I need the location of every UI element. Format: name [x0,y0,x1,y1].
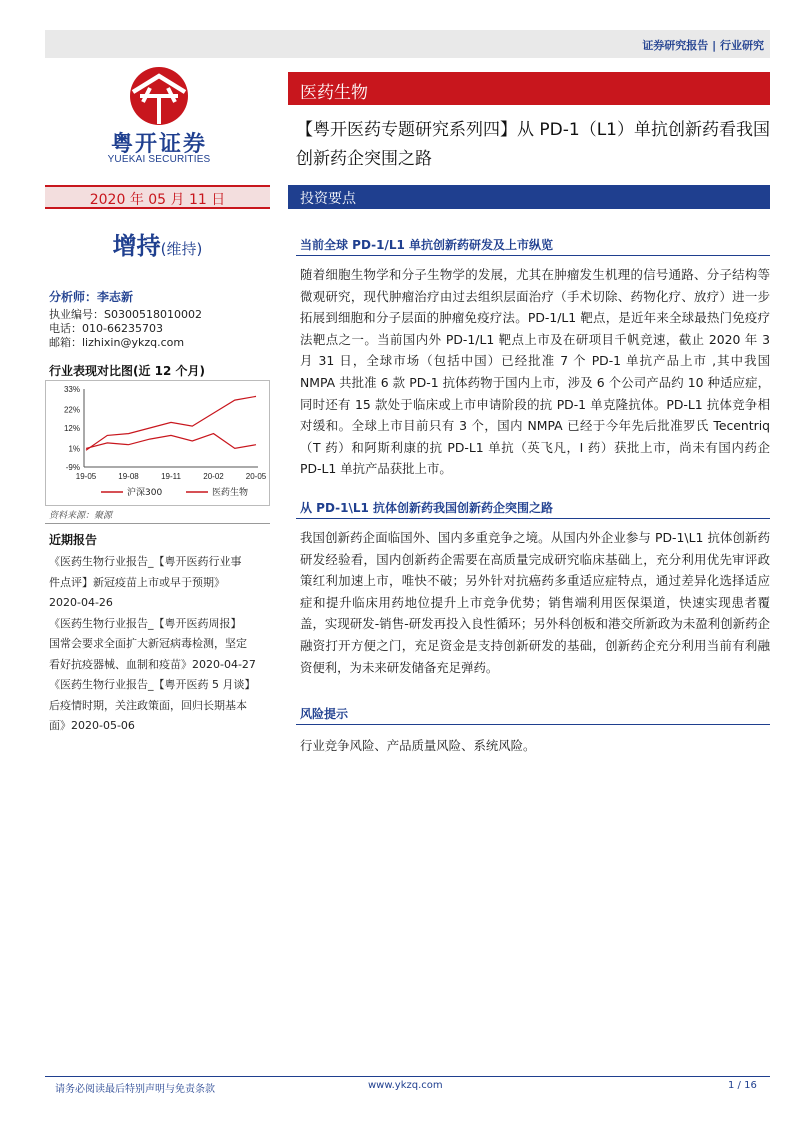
divider [296,724,770,725]
brand-name-cn: 粤开证券 [110,132,207,157]
y-tick-label: -9% [65,463,80,472]
header-bar [45,30,770,58]
divider [296,518,770,519]
chart-source: 资料来源：聚源 [49,511,113,521]
series-line-1 [86,396,256,450]
list-item[interactable]: 《医药生物行业报告_【粤开医药 5 月谈】 [49,678,256,691]
x-tick-label: 19-08 [118,472,139,481]
list-item[interactable]: 国常会要求全面扩大新冠病毒检测，坚定 [49,637,247,650]
x-tick-label: 19-11 [161,472,181,481]
analyst-phone: 电话：010-66235703 [49,322,163,335]
section-body-risk: 行业竞争风险、产品质量风险、系统风险。 [300,738,536,753]
brand-name-en: YUEKAI SECURITIES [107,154,211,165]
invest-summary-banner [288,185,770,209]
y-tick-label: 22% [63,405,80,415]
x-tick-label: 20-02 [203,472,224,481]
divider [296,255,770,256]
list-item[interactable]: 《医药生物行业报告_【粤开医药周报】 [49,616,242,630]
recent-reports-list [49,552,274,737]
rating-note: (维持) [160,240,203,258]
report-date: 2020 年 05 月 11 日 [89,192,226,208]
footer-divider [45,1076,770,1077]
legend-label: 医药生物 [212,488,249,498]
y-tick-label: 33% [63,385,80,394]
list-item: 面》2020-05-06 [49,719,135,732]
x-tick-label: 20-05 [245,472,267,481]
analyst-license: 执业编号：S0300518010002 [49,308,202,321]
sector-banner [288,72,770,105]
recent-reports-heading: 近期报告 [49,533,98,547]
section-body-breakthrough: 我国创新药企面临国外、国内多重竞争之境。从国内外企业参与 PD-1\L1 抗体创新药研发经验看，国内创新药企需要在高质量完成研究临床基础上，充分利用优先审评政策红利加速上市，唯快不破；另外针对抗癌药多重适应症特点，通过差异化选择适应症和提升临床用药地位提升上市竞争优势；销售端利用医保渠道，快速实现患者覆盖，实现研发-销售-研发再投入良性循环；另外科创板和港交所新政为未盈利创新药企融资打开方便之门，充足资金是支持创新研发的基础，创新药企充分利用当前有利融资便利，为未来研发储备充足弹药。 [300,530,770,675]
list-item[interactable]: 看好抗疫器械、血制和疫苗》2020-04-27 [49,657,256,671]
x-tick-label: 19-05 [75,472,97,481]
report-title: 【粤开医药专题研究系列四】从 PD-1（L1）单抗创新药看我国创新药企突围之路 [296,120,770,169]
invest-summary-label: 投资要点 [300,191,356,207]
rating [45,226,270,261]
date-banner [45,185,270,209]
list-item[interactable]: 后疫情时期，关注政策面，回归长期基本 [49,698,247,712]
footer-site-link[interactable]: www.ykzq.com [368,1080,443,1091]
y-tick-label: 1% [68,444,80,454]
section-heading-overview: 当前全球 PD-1/L1 单抗创新药研发及上市纵览 [300,238,554,252]
chart-svg [46,381,269,505]
performance-chart [45,380,270,506]
list-item: 2020-04-26 [49,596,113,609]
analyst-email[interactable]: 邮箱：lizhixin@ykzq.com [49,336,185,349]
sector-label: 医药生物 [300,83,368,103]
analyst-heading: 分析师：李志新 [49,290,134,304]
divider [45,523,270,524]
legend-label: 沪深300 [127,488,163,498]
chart-title: 行业表现对比图(近 12 个月) [49,364,206,378]
y-tick-label: 12% [63,424,80,433]
section-heading-breakthrough: 从 PD-1\L1 抗体创新药我国创新药企突围之路 [300,501,554,515]
rating-main: 增持 [112,232,161,260]
footer-page-number: 1 / 16 [728,1080,757,1091]
footer-disclaimer[interactable]: 请务必阅读最后特别声明与免责条款 [55,1084,215,1095]
section-heading-risk: 风险提示 [300,707,349,721]
list-item[interactable]: 《医药生物行业报告_【粤开医药行业事 [49,555,242,568]
list-item[interactable]: 件点评】新冠疫苗上市或早于预期》 [49,575,225,589]
section-body-overview: 随着细胞生物学和分子生物学的发展，尤其在肿瘤发生机理的信号通路、分子结构等微观研究，现代肿瘤治疗由过去组织层面治疗（手术切除、药物化疗、放疗）进一步拓展到细胞和分子层面的肿瘤免疫疗法。PD-1/L1 靶点，是近年来全球最热门免疫疗法靶点之一。当前国内外 PD-1/L1 靶点上市及在研项目千帆竞速，截止 2020 年 3 月 31 日，全球市场（包括中国）已经批准 7 个 PD-1 单抗产品上市 ,其中我国 NMPA 共批准 6 款 PD-1 抗体药物于国内上市，涉及 6 个公司产品约 10 种适应症，同时还有 15 款处于临床或上市申请阶段的抗 PD-1 单克隆抗体。PD-L1 抗体竞争相对缓和。全球上市目前只有 3 个，国内 NMPA 已经于今年先后批准罗氏 Tecentriq（T 药）和阿斯利康的抗 PD-L1 单抗（英飞凡，I 药）获批上市，尚未有国内药企 PD-L1 单抗产品获批上市。 [300,267,770,477]
series-line-0 [86,434,256,449]
breadcrumb: 证券研究报告 | 行业研究 [642,39,764,52]
